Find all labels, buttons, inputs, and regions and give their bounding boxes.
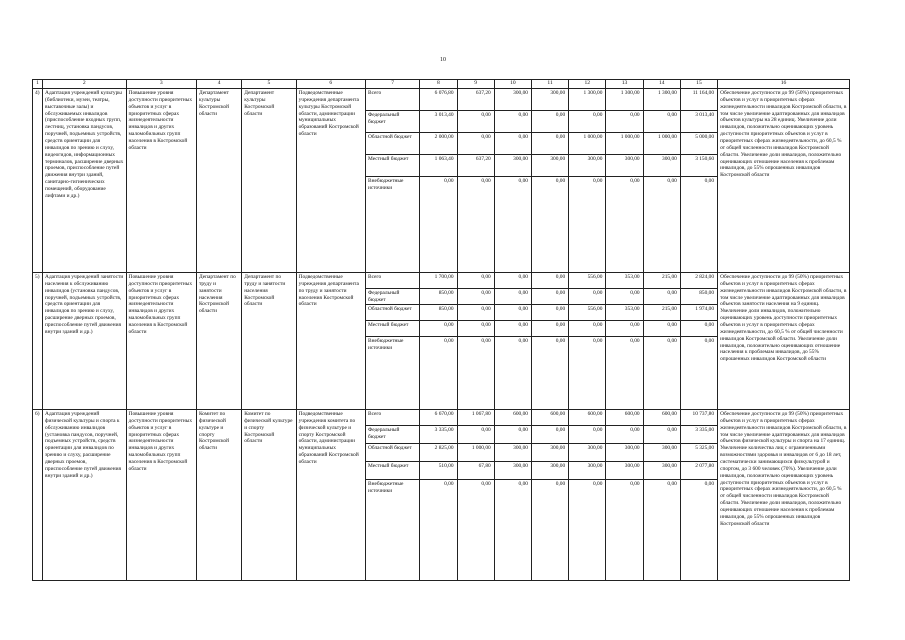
- funding-value: 1 000,00: [606, 133, 642, 155]
- result-cell: Обеспечение доступности до 99 (50%) приоритетных объектов и услуг в приоритетных сферах жизнедеятельности инвалидов Костромской области, в том числе увеличение адаптированных для инвалидов объектов культуры на 28 единиц. Увеличение доли инвалидов, положительно оценивающих уровень доступности приоритетных объектов и услуг в приоритетных сферах жизнедеятельности, до 60,5 % от общей численности инвалидов Костромской области. Увеличение доли инвалидов, положительно оценивающих отношение населения к проблемам инвалидов, до 55% опрошенных инвалидов Костромской области: [718, 89, 850, 273]
- funding-value: 0,00: [518, 178, 528, 184]
- program-row: [33, 89, 850, 273]
- executor-cell: Департамент по труду и занятости населения Костромской области: [196, 273, 241, 410]
- funding-value: 1 063,40: [420, 155, 456, 177]
- funding-value: 0,00: [420, 321, 456, 337]
- funding-value: 600,00: [532, 410, 568, 426]
- col-header: 4: [196, 80, 241, 89]
- funding-value: 215,00: [644, 305, 680, 321]
- col-header: 1: [33, 80, 43, 89]
- funding-value: 300,00: [532, 155, 568, 177]
- funding-value-cell: [643, 89, 680, 273]
- funding-value: 510,00: [420, 462, 456, 480]
- funding-value: 0,00: [644, 426, 680, 444]
- funding-value: 300,00: [644, 444, 680, 462]
- funding-value: 0,00: [495, 305, 531, 321]
- funding-value: 300,00: [532, 462, 568, 480]
- goal-cell: Повышение уровня доступности приоритетных объектов и услуг в приоритетных сферах жизнедеятельности инвалидов и других маломобильных групп населения в Костромской области: [126, 89, 196, 273]
- funding-value: 10 737,80: [681, 410, 717, 426]
- measure-cell: Адаптация учреждений культуры (библиотеки, музеи, театры, выставочные залы) и обслуживаемых инвалидов (приспособление входных групп, лестниц, установка пандусов, поручней, подъемных устройств, средств ориентации для инвалидов по зрению и слуху, видеогидов, информационных терминалов, расширение дверных проемов, приспособление путей движения внутри зданий, санитарно-гигиенических помещений, оборудование лифтами и др.): [43, 89, 127, 273]
- funding-value-cell: [494, 273, 531, 410]
- funding-value: 0,00: [458, 273, 494, 289]
- funding-source-cell: [365, 410, 419, 581]
- funding-value-cell: [680, 89, 717, 273]
- funding-value: 600,00: [606, 410, 642, 426]
- funding-value-cell: [606, 273, 643, 410]
- funding-value: 0,00: [644, 321, 680, 337]
- funding-value: 1 000,00: [458, 444, 494, 462]
- funding-value-cell: [643, 410, 680, 581]
- funding-source-name: Внебюджетные источники: [367, 338, 404, 351]
- funding-value: 0,00: [481, 481, 491, 487]
- funding-value: 637,20: [458, 89, 494, 111]
- funding-value: 0,00: [495, 133, 531, 155]
- funding-value: 1 300,00: [569, 89, 605, 111]
- funding-source-name: Областной бюджет: [366, 444, 419, 462]
- funding-source-name: Местный бюджет: [366, 321, 419, 337]
- funding-value: 0,00: [495, 273, 531, 289]
- funding-source-cell: [365, 273, 419, 410]
- funding-value: 0,00: [532, 289, 568, 305]
- funding-source-name: Местный бюджет: [366, 155, 419, 177]
- col-header: 13: [606, 80, 643, 89]
- funding-value: 0,00: [495, 111, 531, 133]
- col-header: 8: [420, 80, 457, 89]
- funding-value: 0,00: [495, 426, 531, 444]
- funding-value: 0,00: [630, 481, 640, 487]
- funding-value: 0,00: [458, 133, 494, 155]
- funding-value-cell: [569, 273, 606, 410]
- funding-value: 0,00: [630, 338, 640, 344]
- col-header: 16: [718, 80, 850, 89]
- measure-cell: Адаптация учреждений физической культуры и спорта к обслуживанию инвалидов (установка пандусов, поручней, подъемных устройств, средств ориентации для инвалидов по зрению и слуху, расширение дверных проемов, приспособление путей движения внутри зданий и др.): [43, 410, 127, 581]
- funding-value: 0,00: [606, 426, 642, 444]
- funding-value: 0,00: [606, 111, 642, 133]
- result-cell: Обеспечение доступности до 99 (50%) приоритетных объектов и услуг в приоритетных сферах жизнедеятельности инвалидов Костромской области, в том числе увеличение адаптированных для инвалидов объектов занятости населения на 9 единиц. Увеличение доли инвалидов, положительно оценивающих уровень доступности приоритетных объектов и услуг в приоритетных сферах жизнедеятельности, до 60,5 % от общей численности инвалидов Костромской области. Увеличение доли инвалидов, положительно оценивающих отношение населения к проблемам инвалидов, до 55% опрошенных инвалидов Костромской области: [718, 273, 850, 410]
- col-header: 3: [126, 80, 196, 89]
- funding-value: 3 335,00: [420, 426, 456, 444]
- funding-value: 215,00: [644, 273, 680, 289]
- goal-cell: Повышение уровня доступности приоритетных объектов и услуг в приоритетных сферах жизнедеятельности инвалидов и других маломобильных групп населения в Костромской области: [126, 273, 196, 410]
- funding-value: 353,00: [606, 305, 642, 321]
- program-row: [33, 273, 850, 410]
- funding-value-cell: [457, 89, 494, 273]
- row-number-cell: 5): [33, 273, 43, 410]
- funding-value: 0,00: [569, 111, 605, 133]
- funding-value: 0,00: [606, 321, 642, 337]
- funding-value: 2 000,00: [420, 133, 456, 155]
- funding-value: 0,00: [630, 178, 640, 184]
- goal-cell: Повышение уровня доступности приоритетных объектов и услуг в приоритетных сферах жизнедеятельности инвалидов и других маломобильных групп населения в Костромской области: [126, 410, 196, 581]
- coexecutor-cell: Комитет по физической культуре и спорту Костромской области: [242, 410, 296, 581]
- funding-value-cell: [643, 273, 680, 410]
- funding-value: 0,00: [569, 289, 605, 305]
- result-cell: Обеспечение доступности до 99 (50%) приоритетных объектов и услуг в приоритетных сферах жизнедеятельности инвалидов Костромской области, в том числе увеличение адаптированных для инвалидов объектов физической культуры и спорта на 17 единиц. Увеличение количества лиц с ограниченными возможностями здоровья и инвалидов от 6 до 18 лет, систематически занимающихся физкультурой и спортом, до 3 600 человек (70%). Увеличение доли инвалидов, положительно оценивающих уровень доступности приоритетных объектов и услуг в приоритетных сферах жизнедеятельности, до 60,5 % от общей численности инвалидов Костромской области. Увеличение доли инвалидов, положительно оценивающих отношение населения к проблемам инвалидов, до 55% опрошенных инвалидов Костромской области: [718, 410, 850, 581]
- funding-value: 0,00: [481, 338, 491, 344]
- funding-value: 2 824,00: [681, 273, 717, 289]
- funding-value: 0,00: [518, 338, 528, 344]
- funding-value: 0,00: [644, 289, 680, 305]
- executor-cell: Комитет по физической культуре и спорту Костромской области: [196, 410, 241, 581]
- executor-cell: Департамент культуры Костромской области: [196, 89, 241, 273]
- col-header: 9: [457, 80, 494, 89]
- funding-value: 850,00: [420, 305, 456, 321]
- funding-value: 300,00: [569, 444, 605, 462]
- funding-value: 0,00: [592, 178, 603, 184]
- col-header: 7: [365, 80, 419, 89]
- funding-value: 300,00: [569, 155, 605, 177]
- funding-source-name: Всего: [366, 410, 419, 426]
- funding-value: 556,00: [569, 305, 605, 321]
- funding-value-cell: [457, 410, 494, 581]
- funding-value-cell: [569, 410, 606, 581]
- funding-source-name: Местный бюджет: [366, 462, 419, 480]
- funding-value: 600,00: [569, 410, 605, 426]
- coexecutor-cell: Департамент культуры Костромской области: [242, 89, 296, 273]
- funding-value: 300,00: [532, 444, 568, 462]
- funding-source-name: Федеральный бюджет: [366, 289, 419, 305]
- funding-value: 0,00: [444, 481, 454, 487]
- funding-value: 67,80: [458, 462, 494, 480]
- funding-value: 0,00: [532, 111, 568, 133]
- funding-value: 0,00: [458, 321, 494, 337]
- recipient-cell: Подведомственные учреждения департамента по труду и занятости населения Костромской области: [296, 273, 365, 410]
- funding-value: 0,00: [458, 111, 494, 133]
- recipient-cell: Подведомственные учреждения департамента культуры Костромской области, администрации муниципальных образований Костромской области: [296, 89, 365, 273]
- funding-value: 3 013,40: [420, 111, 456, 133]
- funding-value: 556,00: [569, 273, 605, 289]
- funding-value: 0,00: [667, 338, 677, 344]
- funding-value-cell: [606, 410, 643, 581]
- funding-source-name: Федеральный бюджет: [366, 426, 419, 444]
- funding-value: 0,00: [458, 305, 494, 321]
- funding-source-name: Всего: [366, 89, 419, 111]
- funding-value: 0,00: [532, 321, 568, 337]
- col-header: 2: [43, 80, 127, 89]
- funding-value: 2 077,80: [681, 462, 717, 480]
- funding-value-cell: [606, 89, 643, 273]
- funding-value-cell: [531, 273, 568, 410]
- col-header: 12: [569, 80, 606, 89]
- funding-value-cell: [420, 273, 457, 410]
- funding-value: 6 076,80: [420, 89, 456, 111]
- funding-value: 6 670,00: [420, 410, 456, 426]
- funding-value: 0,00: [704, 481, 715, 487]
- funding-value: 0,00: [555, 481, 566, 487]
- funding-value: 300,00: [606, 155, 642, 177]
- row-number-cell: 4): [33, 89, 43, 273]
- funding-value: 0,00: [667, 481, 677, 487]
- funding-value: 0,00: [518, 481, 528, 487]
- funding-source-name: Внебюджетные источники: [367, 178, 404, 191]
- funding-value-cell: [569, 89, 606, 273]
- funding-value: 5 325,00: [681, 444, 717, 462]
- funding-value: 300,00: [495, 89, 531, 111]
- funding-value: 0,00: [592, 481, 603, 487]
- funding-value: 0,00: [569, 321, 605, 337]
- funding-value: 1 300,00: [644, 89, 680, 111]
- funding-value: 0,00: [458, 426, 494, 444]
- funding-value: 11 164,00: [681, 89, 717, 111]
- funding-value: 300,00: [644, 155, 680, 177]
- funding-value: 0,00: [532, 426, 568, 444]
- funding-value: 1 000,00: [644, 133, 680, 155]
- funding-value: 0,00: [704, 338, 715, 344]
- funding-value-cell: [420, 410, 457, 581]
- program-table: [32, 79, 850, 581]
- funding-value-cell: [680, 410, 717, 581]
- funding-value-cell: [531, 89, 568, 273]
- funding-value: 300,00: [495, 462, 531, 480]
- col-header: 11: [531, 80, 568, 89]
- funding-value: 1 067,80: [458, 410, 494, 426]
- funding-value: 0,00: [532, 273, 568, 289]
- funding-value: 0,00: [569, 426, 605, 444]
- funding-value: 600,00: [495, 410, 531, 426]
- funding-value-cell: [457, 273, 494, 410]
- program-row: [33, 410, 850, 581]
- funding-value: 1 300,00: [606, 89, 642, 111]
- col-header: 15: [680, 80, 717, 89]
- page-number: 10: [440, 57, 446, 63]
- funding-value-cell: [494, 410, 531, 581]
- funding-value: 0,00: [444, 178, 454, 184]
- funding-source-name: Областной бюджет: [366, 305, 419, 321]
- funding-value: 300,00: [495, 155, 531, 177]
- funding-value: 0,00: [495, 289, 531, 305]
- funding-value: 300,00: [532, 89, 568, 111]
- col-header: 5: [242, 80, 296, 89]
- funding-value: 2 825,00: [420, 444, 456, 462]
- funding-value: 5 000,00: [681, 133, 717, 155]
- funding-value: 1 700,00: [420, 273, 456, 289]
- funding-value-cell: [531, 410, 568, 581]
- funding-value: 0,00: [644, 111, 680, 133]
- funding-value: 3 150,60: [681, 155, 717, 177]
- funding-value: 0,00: [481, 178, 491, 184]
- funding-value: 0,00: [704, 178, 715, 184]
- funding-value: 0,00: [444, 338, 454, 344]
- coexecutor-cell: Департамент по труду и занятости населения Костромской области: [242, 273, 296, 410]
- col-header: 14: [643, 80, 680, 89]
- funding-value: 300,00: [606, 444, 642, 462]
- col-header: 6: [296, 80, 365, 89]
- funding-value-cell: [680, 273, 717, 410]
- funding-value: 3 013,40: [681, 111, 717, 133]
- column-number-row: [33, 80, 850, 89]
- funding-source-name: Всего: [366, 273, 419, 289]
- funding-value: 0,00: [458, 289, 494, 305]
- funding-source-name: Областной бюджет: [366, 133, 419, 155]
- recipient-cell: Подведомственные учреждения комитета по физической культуре и спорту Костромской области, администрации муниципальных образований Костромской области: [296, 410, 365, 581]
- funding-value: 1 974,00: [681, 305, 717, 321]
- measure-cell: Адаптация учреждений занятости населения к обслуживанию инвалидов (установка пандусов, поручней, подъемных устройств, средств ориентации для инвалидов по зрению и слуху, расширение дверных проемов, приспособление путей движения внутри зданий и др.): [43, 273, 127, 410]
- funding-value: 0,00: [606, 289, 642, 305]
- funding-value: 300,00: [495, 444, 531, 462]
- funding-source-name: Внебюджетные источники: [367, 481, 404, 494]
- funding-value: 850,00: [681, 289, 717, 305]
- funding-value: 0,00: [681, 321, 717, 337]
- funding-value-cell: [494, 89, 531, 273]
- col-header: 10: [494, 80, 531, 89]
- funding-value: 3 335,00: [681, 426, 717, 444]
- funding-value: 0,00: [555, 178, 566, 184]
- funding-value: 0,00: [532, 305, 568, 321]
- funding-value: 300,00: [569, 462, 605, 480]
- funding-value: 0,00: [555, 338, 566, 344]
- funding-value-cell: [420, 89, 457, 273]
- funding-value: 0,00: [495, 321, 531, 337]
- funding-value: 300,00: [606, 462, 642, 480]
- funding-value: 353,00: [606, 273, 642, 289]
- funding-value: 300,00: [644, 462, 680, 480]
- funding-value: 0,00: [592, 338, 603, 344]
- funding-value: 0,00: [667, 178, 677, 184]
- row-number-cell: 6): [33, 410, 43, 581]
- funding-value: 1 000,00: [569, 133, 605, 155]
- funding-value: 0,00: [532, 133, 568, 155]
- funding-value: 600,00: [644, 410, 680, 426]
- funding-value: 637,20: [458, 155, 494, 177]
- funding-value: 850,00: [420, 289, 456, 305]
- funding-source-cell: [365, 89, 419, 273]
- funding-source-name: Федеральный бюджет: [366, 111, 419, 133]
